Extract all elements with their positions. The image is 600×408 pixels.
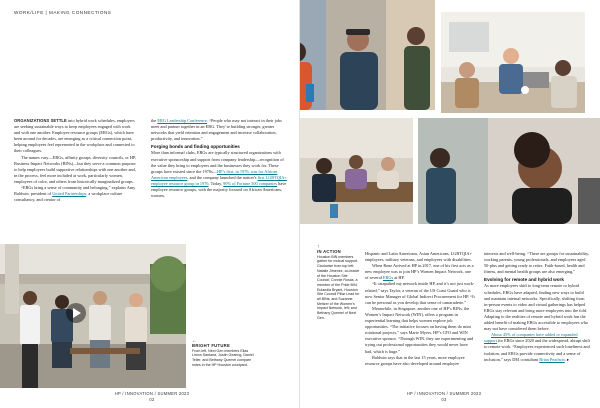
in-action-caption: [317, 245, 360, 321]
paragraph: “It catapulted my network inside HP, and it’s not just work-related,” says Taylor, a veteran of the US Coast Guard who is now Senior Manager of Global Indirect Procurement for HP. “It can be personal as you develop that sense of camaraderie.”: [365, 281, 475, 305]
arrow-left-icon: ←: [192, 338, 197, 344]
section-tag: WORK/LIFE | MAKING CONNECTIONS: [14, 10, 112, 15]
woman-smiling-photo: [418, 118, 600, 224]
paragraph: interests and well-being. “There are groups for sustainability, working parents, young professionals, and employees aged 50-plus and getting ready to retire. Faith-based, health and fitness, and mental health groups are also emerging.”: [484, 251, 590, 275]
conference-table-photo: [300, 118, 413, 224]
arrow-up-icon: ↑: [317, 244, 320, 250]
paragraph: As more employees shift to long-term remote or hybrid schedules, ERGs have adapted, finding new ways to build and maintain internal networks. Specifically, shifting from in-person events to video and virtual gatherings has helped ERGs stay relevant and bring more employees into the fold. Adapting to the realities of remote and hybrid work has the added benefit of making ERGs accessible to employees who may not have considered them before.: [484, 283, 589, 332]
paragraph: About 45% of companies have added or expanded support for ERGs since 2020 and the widespread, abrupt shift to remote work. “Employees experienced such loneliness and isolation, and ERGs provide connectivity and a sense of inclusion,” says DEI consultant Brian Pearlson. ▸: [484, 332, 590, 362]
united-partnerships-link[interactable]: United Partnerships: [52, 191, 87, 197]
right-folio: [384, 391, 504, 402]
paragraph: “ERGs bring a sense of community and belonging,” explains Amy Baldwin, president of United Partnerships, a workplace culture consultancy, and creator of: [14, 185, 136, 203]
paragraph: The names vary—ERGs, affinity groups, diversity councils, or HP, Business Impact Networks (BINs)—but they serve a common purpose: to help employees build supportive relationships with one another and, in the process, feel more included at work, particularly women, employees of color, and others from historically marginalized groups.: [14, 154, 137, 184]
paragraph: Baldwin says that in the last 15 years, more employee resource groups have also developed around employee: [365, 354, 465, 366]
office-laptop-photo: [441, 12, 585, 113]
group-meeting-photo: [300, 0, 435, 110]
lgbtqia-erg-link[interactable]: first LGBTQIA+ employee resource group in 1976: [151, 174, 287, 186]
next-gen-video-photo[interactable]: [0, 244, 186, 388]
ergs-link[interactable]: ERGs: [382, 275, 394, 281]
lead-in: ORGANIZATIONS SETTLE: [14, 118, 67, 123]
boardroom-photo: [300, 118, 413, 224]
page-number: 02: [149, 397, 155, 402]
section-heading: Evolving for remote and hybrid work: [484, 277, 564, 283]
caption-title: BRIGHT FUTURE: [192, 343, 231, 348]
right-col-2: [484, 251, 590, 363]
left-col-1: [14, 118, 137, 203]
courtyard-photo: [0, 244, 186, 388]
brian-pearlson-link[interactable]: Brian Pearlson: [539, 356, 565, 362]
paragraph: the ERG Leadership Conference. “People who may not interact in their jobs meet and partner together in an ERG. They’re building stronger, greater networks that yield retention and engagement and increase collaboration, productivity, and innovation.”: [151, 118, 282, 142]
page-number: 03: [441, 397, 447, 402]
section-heading: Forging bonds and finding opportunities: [151, 144, 240, 150]
caption-title: IN ACTION: [317, 249, 341, 254]
paragraph: More than informal clubs, ERGs are typically structured organizations with executive sponsorship and support from company leadership—recognition of the value they bring to employees and the businesses they work for. These groups have existed since the 1970s—HP’s first, in 1976, was for African American employees, and the company launched the nation’s first LGBTQIA+ employee resource group in 1976. Today, 90% of Fortune 500 companies have employee resource groups, with the majority focused on African Americans, women,: [151, 150, 287, 199]
paragraph: Hispanic and Latin Americans, Asian Americans, LGBTQIA+ employees, military veterans, and employees with disabilities.: [365, 251, 472, 263]
man-in-cap-photo: [300, 0, 435, 110]
paragraph: Meanwhile, in Singapore, another one of HP’s BINs, the Women’s Impact Network (WIN), offers a program in experiential learning that helps women explore job opportunities. “The initiative focuses on having them do mini rotational projects,” says Marie Myers, HP’s CFO and WIN executive sponsor. “Through WIN, they are experimenting and trying out professional opportunities they would never have had, which is huge.”: [365, 305, 474, 354]
companies-support-link[interactable]: About 45% of companies have added or expanded support: [484, 332, 578, 344]
erg-conference-link[interactable]: ERG Leadership Conference: [157, 118, 207, 123]
portrait-photo: [418, 118, 600, 224]
paragraph: When Rene Arrived at HP in 2017, one of his first acts as a new employee was to join HP’s Women Impact Network, one of several ERGs at HP.: [365, 263, 474, 281]
bright-future-caption: [192, 339, 254, 368]
right-page: [300, 0, 600, 408]
play-video-button[interactable]: [66, 303, 86, 323]
laptop-meeting-photo: [441, 12, 585, 113]
intro-paragraph: ORGANIZATIONS SETTLE into hybrid work schedules, employers are seeking sustainable ways to keep employees engaged with work and with one another. Employee resource groups (ERGs), which have been around for decades, are emerging as a critical connection point, helping employees feel represented in the workplace and connected to their colleagues.: [14, 118, 135, 154]
fortune-500-link[interactable]: 90% of Fortune 500 companies: [223, 180, 278, 186]
right-col-1: [365, 251, 475, 367]
folio-text: HP / INNOVATION / SUMMER 2023: [406, 391, 482, 396]
folio-text: HP / INNOVATION / SUMMER 2023: [114, 391, 190, 396]
caption-body: From left, Next Gen members Elias Limon Santana, Justin Gearing, Daniel Teller, and Bethany Quemel compare notes in the HP Houston courtyard.: [192, 348, 254, 367]
left-col-2: [151, 118, 288, 199]
left-folio: [92, 391, 212, 402]
caption-body: Houston BIN members gather for mutual support. Clockwise from top left: Natalie Jimenez, co-leader of the Houston Site Council; Connie Rosas, a member of the Pride BIN; Eulandia Bryant, Houston Site Council Pillar Lead for all BINs; and Suzanne Meltzer of the Women’s Impact Network, left; and Bethany Quemel of Next Gen.: [317, 254, 360, 320]
hp-first-erg-link[interactable]: HP’s first, in 1976, was for African American employees: [151, 168, 278, 180]
